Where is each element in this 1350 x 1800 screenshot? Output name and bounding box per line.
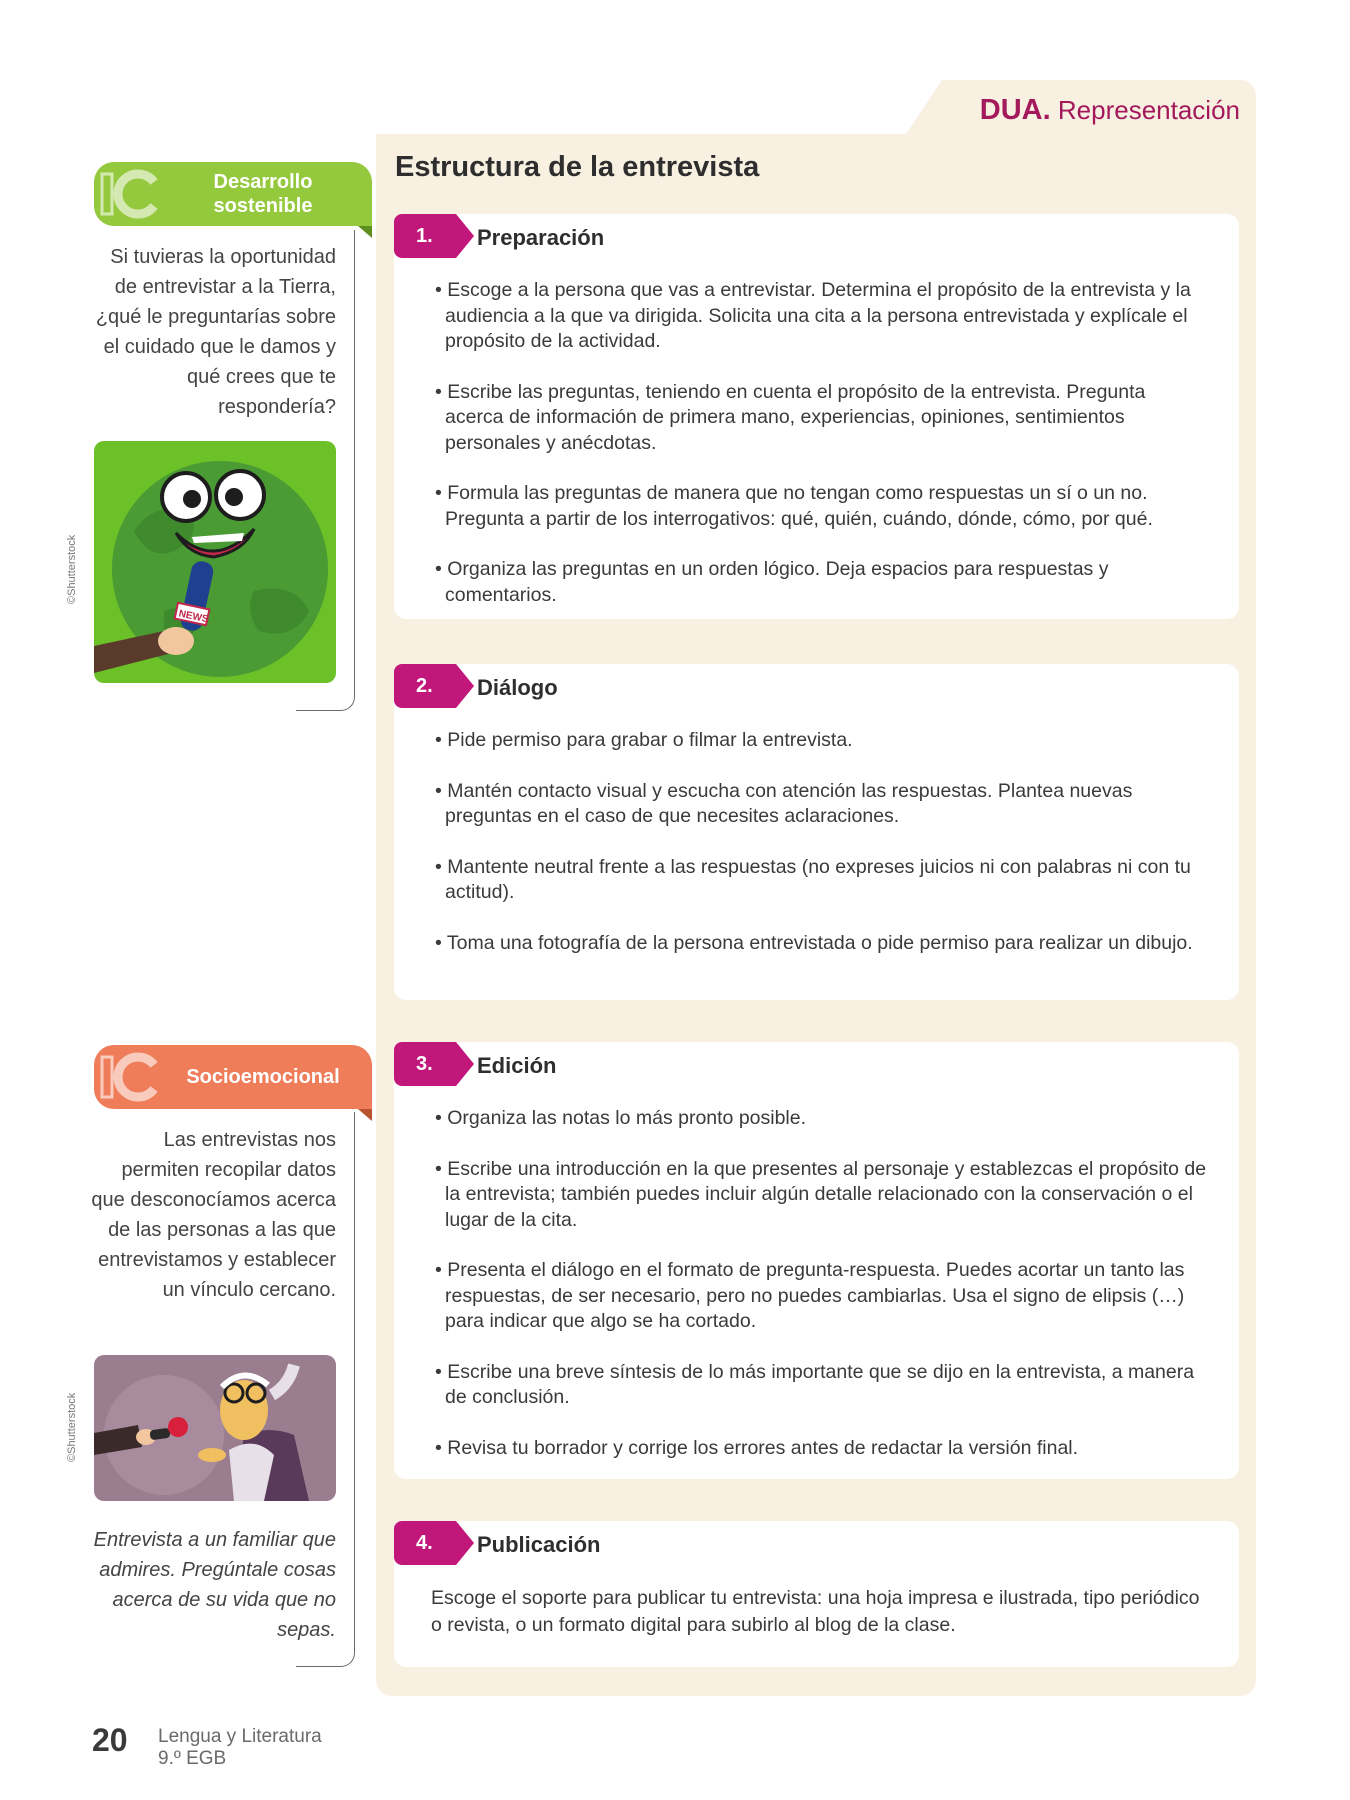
step-card-edicion	[394, 1042, 1239, 1479]
step-title: Preparación	[477, 225, 605, 250]
list-item: • Escribe una breve síntesis de lo más importante que se dijo en la entrevista, a manera de conclusión.	[431, 1360, 1209, 1411]
step-title: Edición	[477, 1053, 557, 1078]
list-item: • Presenta el diálogo en el formato de pregunta-respuesta. Puedes acortar un tanto las respuestas, de ser necesario, pero no puedes cambiarlas. Usa el signo de elipsis (…) para indicar que algo se ha cortado.	[431, 1258, 1209, 1335]
tag-label: Socioemocional	[186, 1066, 340, 1088]
step-list	[431, 1106, 1209, 1486]
step-title: Diálogo	[477, 675, 558, 700]
dua-text: Representación	[1057, 95, 1240, 125]
footer-grade: 9.º EGB	[158, 1748, 227, 1769]
mic-news-label: NEWS	[177, 608, 210, 626]
list-item: • Mantente neutral frente a las respuestas (no expreses juicios ni con palabras ni con tu actitud).	[431, 855, 1209, 906]
step-number-badge: 2.	[394, 664, 456, 708]
step-card-publicacion	[394, 1521, 1239, 1667]
list-item: • Formula las preguntas de manera que no tengan como respuestas un sí o un no. Pregunta a partir de los interrogativos: qué, quién, cuándo, dónde, cómo, por qué.	[431, 481, 1209, 532]
sustainable-question: Si tuvieras la oportunidad de entrevistar a la Tierra, ¿qué le preguntarías sobre el cuidado que le damos y qué crees que te respondería?	[95, 246, 336, 418]
dua-label: DUA.	[979, 94, 1051, 126]
list-item: • Toma una fotografía de la persona entrevistada o pide permiso para realizar un dibujo.	[431, 931, 1209, 957]
step-number-badge: 3.	[394, 1042, 456, 1086]
list-item: • Escoge a la persona que vas a entrevistar. Determina el propósito de la entrevista y la audiencia a la que va dirigida. Solicita una cita a la persona entrevistada y explícale el propósito de la actividad.	[431, 278, 1209, 355]
tag-desarrollo-sostenible	[94, 162, 372, 226]
step-card-preparacion	[394, 214, 1239, 619]
list-item: • Escribe una introducción en la que presentes al personaje y establezcas el propósito de la entrevista; también puedes incluir algún detalle relacionado con la conservación o el lugar de la cita.	[431, 1157, 1209, 1234]
step-title: Publicación	[477, 1532, 601, 1557]
tag-fold	[358, 1109, 372, 1121]
step-card-dialogo	[394, 664, 1239, 1000]
step-number-badge: 4.	[394, 1521, 456, 1565]
list-item: • Organiza las notas lo más pronto posible.	[431, 1106, 1209, 1132]
socioemotional-text: Las entrevistas nos permiten recopilar datos que desconocíamos acerca de las personas a las que entrevistamos y establecer un vínculo cercano.	[91, 1129, 336, 1301]
sidebar-bracket	[296, 1112, 355, 1667]
list-item: • Organiza las preguntas en un orden lógico. Deja espacios para respuestas y comentarios.	[431, 557, 1209, 608]
ic-logo-icon	[98, 166, 160, 222]
page-number: 20	[92, 1722, 128, 1758]
tag-label: Desarrollo sostenible	[213, 171, 313, 217]
list-item: • Revisa tu borrador y corrige los errores antes de redactar la versión final.	[431, 1436, 1209, 1462]
footer-subject: Lengua y Literatura	[158, 1726, 322, 1747]
panel-corner-cut	[376, 74, 946, 134]
dua-header	[980, 94, 1240, 127]
page-title: Estructura de la entrevista	[395, 151, 760, 183]
tag-socioemocional	[94, 1045, 372, 1109]
tag-fold	[358, 226, 372, 238]
sidebar-bracket	[296, 230, 355, 711]
image-credit: ©Shutterstock	[66, 534, 78, 604]
step-list	[431, 728, 1209, 981]
list-item: • Mantén contacto visual y escucha con atención las respuestas. Plantea nuevas preguntas en el caso de que necesites aclaraciones.	[431, 779, 1209, 830]
image-credit: ©Shutterstock	[66, 1392, 78, 1462]
step-number-badge: 1.	[394, 214, 456, 258]
activity-prompt: Entrevista a un familiar que admires. Pregúntale cosas acerca de su vida que no sepas.	[93, 1529, 336, 1641]
list-item: • Pide permiso para grabar o filmar la entrevista.	[431, 728, 1209, 754]
step-list	[431, 278, 1209, 633]
ic-logo-icon	[98, 1049, 160, 1105]
step-text: Escoge el soporte para publicar tu entrevista: una hoja impresa e ilustrada, tipo periódico o revista, o un formato digital para subirlo al blog de la clase.	[431, 1587, 1200, 1636]
list-item: • Escribe las preguntas, teniendo en cuenta el propósito de la entrevista. Pregunta acerca de información de primera mano, experiencias, opiniones, sentimientos personales y anécdotas.	[431, 380, 1209, 457]
